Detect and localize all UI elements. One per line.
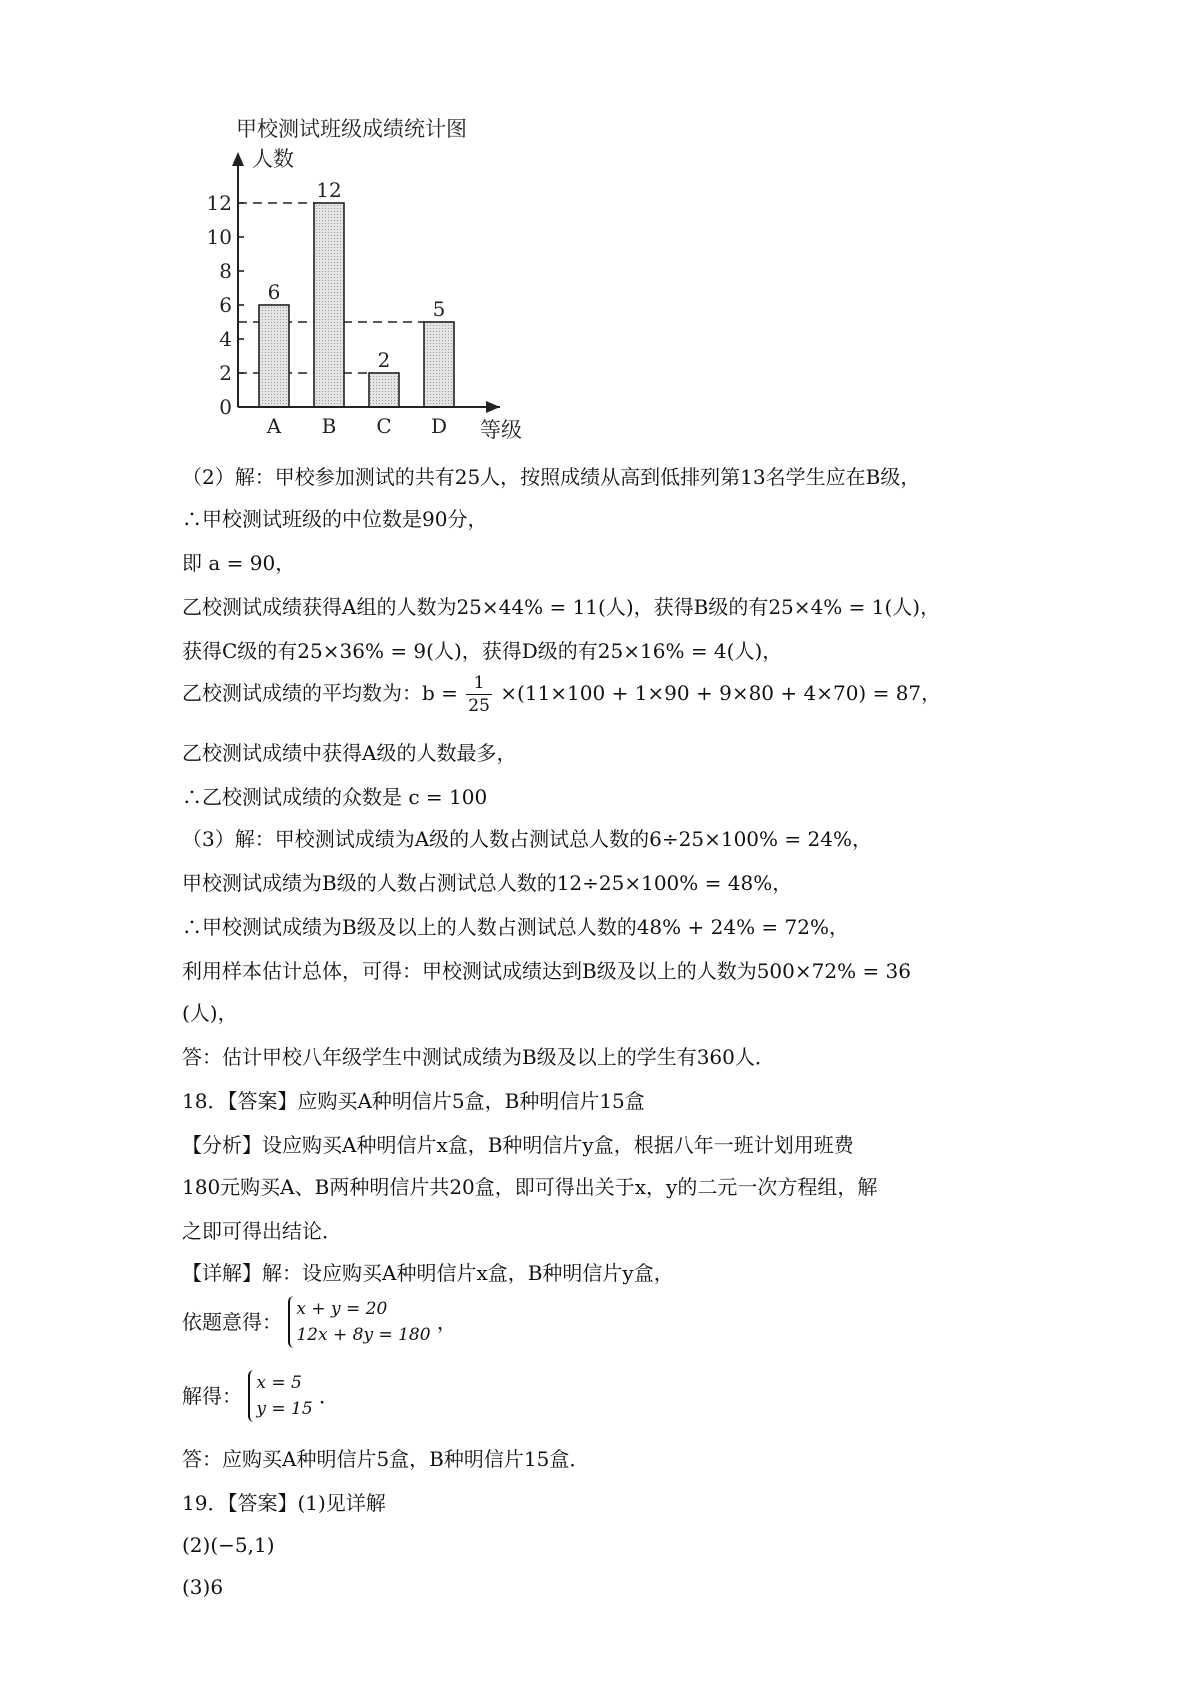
line-answer-17: 答：估计甲校八年级学生中测试成绩为B级及以上的学生有360人．: [182, 1045, 775, 1069]
line-analysis-2: 180元购买A、B两种明信片共20盒，即可得出关于x，y的二元一次方程组，解: [182, 1175, 878, 1199]
y-tick-label: 8: [219, 259, 232, 283]
mean-expression: ×(11×100 + 1×90 + 9×80 + 4×70) = 87，: [500, 681, 942, 705]
line-median: ∴甲校测试班级的中位数是90分，: [182, 507, 488, 531]
solution-brace: [248, 1370, 312, 1422]
bar-A: [259, 305, 289, 407]
line-equation-system: [182, 1296, 457, 1348]
line-2-intro: （2）解：甲校参加测试的共有25人，按照成绩从高到低排列第13名学生应在B级，: [182, 465, 921, 489]
fraction-numerator: 1: [466, 672, 492, 695]
line-mode-reason: 乙校测试成绩中获得A级的人数最多，: [182, 741, 517, 765]
line-analysis-1: 【分析】设应购买A种明信片x盒，B种明信片y盒，根据八年一班计划用班费: [182, 1133, 854, 1157]
line-analysis-3: 之即可得出结论．: [182, 1219, 342, 1243]
line-b-above-percent: ∴甲校测试成绩为B级及以上的人数占测试总人数的48% + 24% = 72%，: [182, 915, 850, 939]
data-label-A: 6: [267, 280, 281, 304]
x-axis-label: 等级: [480, 418, 522, 442]
category-label-A: A: [266, 414, 282, 438]
fraction-denominator: 25: [468, 696, 490, 716]
line-3-intro: （3）解：甲校测试成绩为A级的人数占测试总人数的6÷25×100% = 24%，: [182, 827, 872, 851]
category-label-B: B: [321, 414, 337, 438]
bar-chart: [190, 100, 570, 445]
chart-title: 甲校测试班级成绩统计图: [236, 117, 467, 141]
y-tick-label: 0: [219, 395, 232, 419]
equation-1: x + y = 20: [296, 1299, 388, 1319]
line-counts-ab: 乙校测试成绩获得A组的人数为25×44% = 11(人)，获得B级的有25×4% = 1(人)，: [182, 595, 941, 619]
solution-end: ．: [319, 1384, 340, 1408]
line-estimate: 利用样本估计总体，可得：甲校测试成绩达到B级及以上的人数为500×72% = 36: [182, 959, 912, 983]
mean-fraction: [466, 672, 492, 717]
line-a-value: 即 a = 90，: [182, 551, 296, 575]
equation-2: 12x + 8y = 180: [296, 1325, 431, 1345]
bar-D: [424, 322, 454, 407]
y-tick-label: 12: [206, 191, 232, 215]
line-answer-19-3: (3)6: [182, 1575, 224, 1599]
line-estimate-unit: (人)，: [182, 1001, 238, 1025]
line-answer-19-2: (2)(−5,1): [182, 1533, 275, 1557]
equation-brace: [288, 1296, 430, 1348]
line-answer-19: 19．【答案】(1)见详解: [182, 1491, 386, 1515]
line-b-percent: 甲校测试成绩为B级的人数占测试总人数的12÷25×100% = 48%，: [182, 871, 793, 895]
line-solution: [182, 1370, 339, 1422]
y-tick-label: 10: [206, 225, 232, 249]
y-tick-label: 4: [219, 327, 232, 351]
line-detail: 【详解】解：设应购买A种明信片x盒，B种明信片y盒，: [182, 1261, 674, 1285]
bar-B: [314, 203, 344, 407]
category-label-C: C: [376, 414, 392, 438]
solution-2: y = 15: [256, 1399, 313, 1419]
x-axis-arrow: [486, 401, 500, 413]
category-label-D: D: [430, 414, 448, 438]
solution-label: 解得：: [182, 1384, 242, 1408]
data-label-C: 2: [377, 348, 391, 372]
line-mean: [182, 672, 941, 717]
line-mode: ∴乙校测试成绩的众数是 c = 100: [182, 785, 488, 809]
data-label-D: 5: [432, 297, 446, 321]
solution-1: x = 5: [256, 1373, 302, 1393]
data-label-B: 12: [316, 178, 342, 202]
equation-label: 依题意得：: [182, 1310, 282, 1334]
y-tick-label: 6: [219, 293, 232, 317]
line-counts-cd: 获得C级的有25×36% = 9(人)，获得D级的有25×16% = 4(人)，: [182, 639, 783, 663]
line-answer-18: 18．【答案】应购买A种明信片5盒，B种明信片15盒: [182, 1089, 645, 1113]
equation-end: ，: [436, 1310, 457, 1334]
bar-C: [369, 373, 399, 407]
y-axis-label: 人数: [252, 147, 294, 171]
y-axis-arrow: [232, 152, 244, 166]
y-tick-label: 2: [219, 361, 232, 385]
line-answer-18-final: 答：应购买A种明信片5盒，B种明信片15盒．: [182, 1447, 590, 1471]
mean-label: 乙校测试成绩的平均数为：b =: [182, 681, 458, 705]
